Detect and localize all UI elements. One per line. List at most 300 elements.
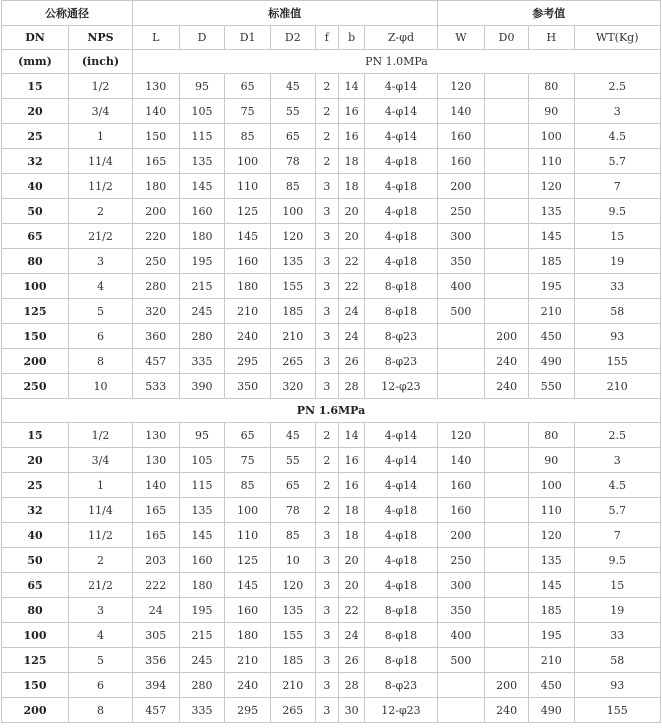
cell-dn: 50 — [2, 199, 69, 224]
cell-b: 24 — [338, 324, 364, 349]
cell-d0: 240 — [485, 349, 529, 374]
cell-d: 145 — [179, 523, 225, 548]
flange-spec-table — [1, 0, 661, 723]
cell-d1: 110 — [225, 523, 271, 548]
cell-w: 500 — [437, 648, 485, 673]
cell-h: 195 — [528, 274, 574, 299]
section-title-pn16: PN 1.6MPa — [2, 399, 661, 423]
cell-wt: 19 — [574, 249, 660, 274]
cell-z-phi-d: 4-φ14 — [365, 423, 437, 448]
cell-d1: 145 — [225, 573, 271, 598]
cell-b: 20 — [338, 548, 364, 573]
cell-d: 160 — [179, 548, 225, 573]
cell-d0 — [485, 523, 529, 548]
cell-w — [437, 673, 485, 698]
cell-d0 — [485, 124, 529, 149]
cell-nps: 8 — [69, 349, 133, 374]
cell-d1: 210 — [225, 648, 271, 673]
cell-nps: 8 — [69, 698, 133, 723]
cell-z-phi-d: 8-φ23 — [365, 349, 437, 374]
header-col-b: b — [338, 26, 364, 50]
cell-d: 180 — [179, 573, 225, 598]
cell-w: 120 — [437, 423, 485, 448]
cell-h: 185 — [528, 598, 574, 623]
cell-f: 3 — [315, 648, 338, 673]
cell-d2: 10 — [270, 548, 315, 573]
cell-w: 200 — [437, 174, 485, 199]
cell-d1: 295 — [225, 698, 271, 723]
cell-z-phi-d: 8-φ18 — [365, 598, 437, 623]
cell-nps: 3 — [69, 598, 133, 623]
cell-h: 490 — [528, 698, 574, 723]
cell-nps: 1/2 — [69, 423, 133, 448]
cell-nps: 1 — [69, 124, 133, 149]
cell-l: 200 — [132, 199, 179, 224]
cell-d1: 110 — [225, 174, 271, 199]
table-row — [2, 99, 661, 124]
cell-w — [437, 349, 485, 374]
cell-l: 356 — [132, 648, 179, 673]
cell-wt: 93 — [574, 324, 660, 349]
header-nominal-size: 公称通径 — [2, 1, 133, 26]
cell-d0: 200 — [485, 324, 529, 349]
cell-b: 16 — [338, 448, 364, 473]
header-col-d: D — [179, 26, 225, 50]
section-row-pn16 — [2, 399, 661, 423]
cell-d1: 240 — [225, 673, 271, 698]
cell-l: 130 — [132, 74, 179, 99]
cell-w: 140 — [437, 448, 485, 473]
cell-b: 18 — [338, 523, 364, 548]
cell-d0 — [485, 149, 529, 174]
table-row — [2, 473, 661, 498]
cell-b: 20 — [338, 199, 364, 224]
cell-h: 210 — [528, 648, 574, 673]
cell-z-phi-d: 4-φ14 — [365, 473, 437, 498]
cell-h: 490 — [528, 349, 574, 374]
cell-wt: 4.5 — [574, 473, 660, 498]
cell-d1: 180 — [225, 623, 271, 648]
cell-d2: 55 — [270, 99, 315, 124]
cell-dn: 40 — [2, 174, 69, 199]
cell-b: 22 — [338, 598, 364, 623]
cell-f: 3 — [315, 299, 338, 324]
cell-wt: 58 — [574, 299, 660, 324]
header-nps: NPS — [69, 26, 133, 50]
cell-b: 16 — [338, 99, 364, 124]
header-dn-unit: (mm) — [2, 50, 69, 74]
cell-d2: 65 — [270, 124, 315, 149]
cell-b: 22 — [338, 274, 364, 299]
cell-h: 110 — [528, 498, 574, 523]
cell-h: 135 — [528, 548, 574, 573]
cell-d0 — [485, 224, 529, 249]
cell-dn: 250 — [2, 374, 69, 399]
cell-d1: 75 — [225, 448, 271, 473]
cell-d1: 160 — [225, 249, 271, 274]
cell-w: 140 — [437, 99, 485, 124]
table-row — [2, 498, 661, 523]
cell-d: 335 — [179, 349, 225, 374]
cell-f: 2 — [315, 448, 338, 473]
cell-wt: 93 — [574, 673, 660, 698]
cell-w: 120 — [437, 74, 485, 99]
table-body — [2, 1, 661, 723]
cell-nps: 2 — [69, 548, 133, 573]
cell-w: 300 — [437, 224, 485, 249]
table-row — [2, 74, 661, 99]
cell-w: 250 — [437, 548, 485, 573]
cell-nps: 6 — [69, 324, 133, 349]
cell-l: 140 — [132, 473, 179, 498]
cell-d0 — [485, 448, 529, 473]
cell-d1: 240 — [225, 324, 271, 349]
cell-d: 195 — [179, 598, 225, 623]
cell-d1: 75 — [225, 99, 271, 124]
cell-d1: 65 — [225, 74, 271, 99]
cell-z-phi-d: 8-φ18 — [365, 648, 437, 673]
cell-nps: 1 — [69, 473, 133, 498]
cell-nps: 11/2 — [69, 174, 133, 199]
cell-d1: 65 — [225, 423, 271, 448]
cell-dn: 32 — [2, 498, 69, 523]
cell-l: 130 — [132, 448, 179, 473]
cell-d1: 295 — [225, 349, 271, 374]
table-row — [2, 349, 661, 374]
cell-l: 165 — [132, 498, 179, 523]
cell-b: 14 — [338, 74, 364, 99]
cell-z-phi-d: 4-φ14 — [365, 448, 437, 473]
cell-d2: 65 — [270, 473, 315, 498]
cell-wt: 15 — [574, 573, 660, 598]
cell-d0 — [485, 648, 529, 673]
cell-h: 100 — [528, 473, 574, 498]
cell-dn: 20 — [2, 448, 69, 473]
cell-dn: 40 — [2, 523, 69, 548]
cell-d0 — [485, 249, 529, 274]
cell-d1: 100 — [225, 498, 271, 523]
cell-nps: 21/2 — [69, 224, 133, 249]
cell-f: 3 — [315, 249, 338, 274]
table-row — [2, 648, 661, 673]
cell-w: 160 — [437, 498, 485, 523]
cell-h: 110 — [528, 149, 574, 174]
cell-f: 3 — [315, 598, 338, 623]
cell-w: 500 — [437, 299, 485, 324]
cell-d2: 100 — [270, 199, 315, 224]
cell-wt: 4.5 — [574, 124, 660, 149]
cell-z-phi-d: 4-φ18 — [365, 498, 437, 523]
cell-d: 280 — [179, 673, 225, 698]
cell-w: 160 — [437, 473, 485, 498]
cell-nps: 11/4 — [69, 498, 133, 523]
cell-l: 305 — [132, 623, 179, 648]
cell-d2: 320 — [270, 374, 315, 399]
cell-b: 30 — [338, 698, 364, 723]
table-row — [2, 548, 661, 573]
table-row — [2, 199, 661, 224]
cell-wt: 7 — [574, 523, 660, 548]
cell-dn: 150 — [2, 673, 69, 698]
cell-d2: 155 — [270, 274, 315, 299]
cell-f: 2 — [315, 99, 338, 124]
cell-l: 320 — [132, 299, 179, 324]
cell-nps: 5 — [69, 648, 133, 673]
cell-z-phi-d: 12-φ23 — [365, 698, 437, 723]
cell-f: 2 — [315, 498, 338, 523]
cell-wt: 2.5 — [574, 423, 660, 448]
cell-z-phi-d: 8-φ18 — [365, 299, 437, 324]
table-row — [2, 523, 661, 548]
cell-wt: 2.5 — [574, 74, 660, 99]
cell-l: 180 — [132, 174, 179, 199]
cell-d2: 120 — [270, 573, 315, 598]
cell-z-phi-d: 4-φ18 — [365, 149, 437, 174]
cell-z-phi-d: 8-φ23 — [365, 673, 437, 698]
cell-l: 220 — [132, 224, 179, 249]
cell-f: 2 — [315, 74, 338, 99]
cell-d1: 350 — [225, 374, 271, 399]
cell-d1: 125 — [225, 199, 271, 224]
table-row — [2, 448, 661, 473]
cell-dn: 65 — [2, 573, 69, 598]
cell-h: 195 — [528, 623, 574, 648]
cell-dn: 25 — [2, 473, 69, 498]
cell-d2: 210 — [270, 324, 315, 349]
cell-d0 — [485, 274, 529, 299]
cell-d2: 135 — [270, 598, 315, 623]
cell-d: 105 — [179, 99, 225, 124]
cell-nps: 5 — [69, 299, 133, 324]
cell-d1: 180 — [225, 274, 271, 299]
cell-d: 245 — [179, 648, 225, 673]
cell-f: 3 — [315, 199, 338, 224]
cell-b: 18 — [338, 498, 364, 523]
cell-d0 — [485, 423, 529, 448]
cell-d0: 240 — [485, 374, 529, 399]
cell-d: 215 — [179, 623, 225, 648]
cell-nps: 1/2 — [69, 74, 133, 99]
cell-d2: 265 — [270, 698, 315, 723]
cell-d0 — [485, 299, 529, 324]
cell-w: 350 — [437, 598, 485, 623]
cell-dn: 25 — [2, 124, 69, 149]
cell-dn: 20 — [2, 99, 69, 124]
cell-l: 130 — [132, 423, 179, 448]
cell-dn: 50 — [2, 548, 69, 573]
cell-d: 245 — [179, 299, 225, 324]
cell-b: 28 — [338, 374, 364, 399]
cell-z-phi-d: 4-φ18 — [365, 249, 437, 274]
cell-d2: 120 — [270, 224, 315, 249]
header-col-l: L — [132, 26, 179, 50]
cell-wt: 58 — [574, 648, 660, 673]
cell-d0 — [485, 573, 529, 598]
cell-h: 450 — [528, 324, 574, 349]
table-row — [2, 274, 661, 299]
cell-h: 100 — [528, 124, 574, 149]
cell-h: 90 — [528, 448, 574, 473]
cell-f: 3 — [315, 548, 338, 573]
cell-f: 3 — [315, 274, 338, 299]
cell-l: 457 — [132, 349, 179, 374]
cell-wt: 155 — [574, 698, 660, 723]
cell-wt: 210 — [574, 374, 660, 399]
cell-f: 3 — [315, 374, 338, 399]
cell-d1: 160 — [225, 598, 271, 623]
cell-dn: 15 — [2, 74, 69, 99]
cell-d2: 185 — [270, 299, 315, 324]
header-dn: DN — [2, 26, 69, 50]
table-row — [2, 623, 661, 648]
cell-b: 20 — [338, 224, 364, 249]
cell-d: 95 — [179, 74, 225, 99]
cell-d1: 125 — [225, 548, 271, 573]
cell-f: 3 — [315, 349, 338, 374]
cell-d2: 55 — [270, 448, 315, 473]
cell-z-phi-d: 12-φ23 — [365, 374, 437, 399]
section-title-pn10: PN 1.0MPa — [132, 50, 660, 74]
cell-wt: 15 — [574, 224, 660, 249]
cell-dn: 200 — [2, 698, 69, 723]
cell-h: 90 — [528, 99, 574, 124]
cell-dn: 100 — [2, 623, 69, 648]
cell-b: 22 — [338, 249, 364, 274]
cell-z-phi-d: 4-φ14 — [365, 124, 437, 149]
cell-b: 18 — [338, 149, 364, 174]
cell-b: 20 — [338, 573, 364, 598]
cell-nps: 11/2 — [69, 523, 133, 548]
cell-f: 2 — [315, 149, 338, 174]
cell-w: 400 — [437, 274, 485, 299]
cell-wt: 3 — [574, 99, 660, 124]
cell-d1: 145 — [225, 224, 271, 249]
cell-dn: 100 — [2, 274, 69, 299]
cell-wt: 3 — [574, 448, 660, 473]
cell-w: 300 — [437, 573, 485, 598]
cell-nps: 4 — [69, 623, 133, 648]
cell-z-phi-d: 8-φ18 — [365, 274, 437, 299]
cell-dn: 80 — [2, 598, 69, 623]
cell-h: 550 — [528, 374, 574, 399]
cell-wt: 5.7 — [574, 149, 660, 174]
cell-d2: 265 — [270, 349, 315, 374]
cell-nps: 3/4 — [69, 99, 133, 124]
cell-d: 145 — [179, 174, 225, 199]
cell-h: 120 — [528, 174, 574, 199]
cell-nps: 6 — [69, 673, 133, 698]
cell-f: 2 — [315, 473, 338, 498]
cell-f: 3 — [315, 673, 338, 698]
cell-h: 80 — [528, 423, 574, 448]
cell-d1: 85 — [225, 473, 271, 498]
cell-f: 2 — [315, 124, 338, 149]
cell-d: 115 — [179, 473, 225, 498]
cell-wt: 33 — [574, 274, 660, 299]
cell-wt: 155 — [574, 349, 660, 374]
cell-d0: 240 — [485, 698, 529, 723]
cell-d: 215 — [179, 274, 225, 299]
cell-d0 — [485, 174, 529, 199]
cell-f: 2 — [315, 423, 338, 448]
cell-l: 203 — [132, 548, 179, 573]
cell-l: 150 — [132, 124, 179, 149]
header-col-d0: D0 — [485, 26, 529, 50]
cell-wt: 7 — [574, 174, 660, 199]
cell-dn: 15 — [2, 423, 69, 448]
cell-w: 160 — [437, 149, 485, 174]
table-row — [2, 174, 661, 199]
cell-dn: 200 — [2, 349, 69, 374]
header-row-columns — [2, 26, 661, 50]
cell-d: 160 — [179, 199, 225, 224]
table-row — [2, 598, 661, 623]
cell-d2: 45 — [270, 423, 315, 448]
cell-z-phi-d: 8-φ18 — [365, 623, 437, 648]
cell-f: 3 — [315, 174, 338, 199]
cell-b: 16 — [338, 473, 364, 498]
table-row — [2, 149, 661, 174]
cell-d2: 45 — [270, 74, 315, 99]
cell-f: 3 — [315, 698, 338, 723]
cell-d: 195 — [179, 249, 225, 274]
cell-dn: 65 — [2, 224, 69, 249]
cell-h: 185 — [528, 249, 574, 274]
header-col-w: W — [437, 26, 485, 50]
cell-dn: 125 — [2, 299, 69, 324]
cell-b: 28 — [338, 673, 364, 698]
cell-l: 280 — [132, 274, 179, 299]
cell-d2: 210 — [270, 673, 315, 698]
table-row — [2, 224, 661, 249]
cell-z-phi-d: 4-φ18 — [365, 199, 437, 224]
table-row — [2, 299, 661, 324]
cell-z-phi-d: 4-φ18 — [365, 523, 437, 548]
cell-d2: 85 — [270, 174, 315, 199]
cell-z-phi-d: 4-φ18 — [365, 548, 437, 573]
cell-f: 3 — [315, 623, 338, 648]
header-col-f: f — [315, 26, 338, 50]
cell-d0: 200 — [485, 673, 529, 698]
table-row — [2, 374, 661, 399]
cell-l: 165 — [132, 523, 179, 548]
cell-b: 14 — [338, 423, 364, 448]
cell-d0 — [485, 623, 529, 648]
cell-d0 — [485, 473, 529, 498]
cell-z-phi-d: 4-φ14 — [365, 99, 437, 124]
cell-z-phi-d: 4-φ14 — [365, 74, 437, 99]
cell-wt: 5.7 — [574, 498, 660, 523]
header-col-d2: D2 — [270, 26, 315, 50]
cell-l: 222 — [132, 573, 179, 598]
cell-d0 — [485, 99, 529, 124]
cell-w: 350 — [437, 249, 485, 274]
cell-d: 280 — [179, 324, 225, 349]
cell-l: 140 — [132, 99, 179, 124]
cell-d1: 210 — [225, 299, 271, 324]
cell-d: 390 — [179, 374, 225, 399]
cell-w: 160 — [437, 124, 485, 149]
cell-d2: 135 — [270, 249, 315, 274]
cell-nps: 21/2 — [69, 573, 133, 598]
cell-d2: 155 — [270, 623, 315, 648]
cell-dn: 32 — [2, 149, 69, 174]
cell-dn: 80 — [2, 249, 69, 274]
cell-l: 24 — [132, 598, 179, 623]
cell-wt: 19 — [574, 598, 660, 623]
cell-h: 145 — [528, 573, 574, 598]
cell-d2: 78 — [270, 498, 315, 523]
